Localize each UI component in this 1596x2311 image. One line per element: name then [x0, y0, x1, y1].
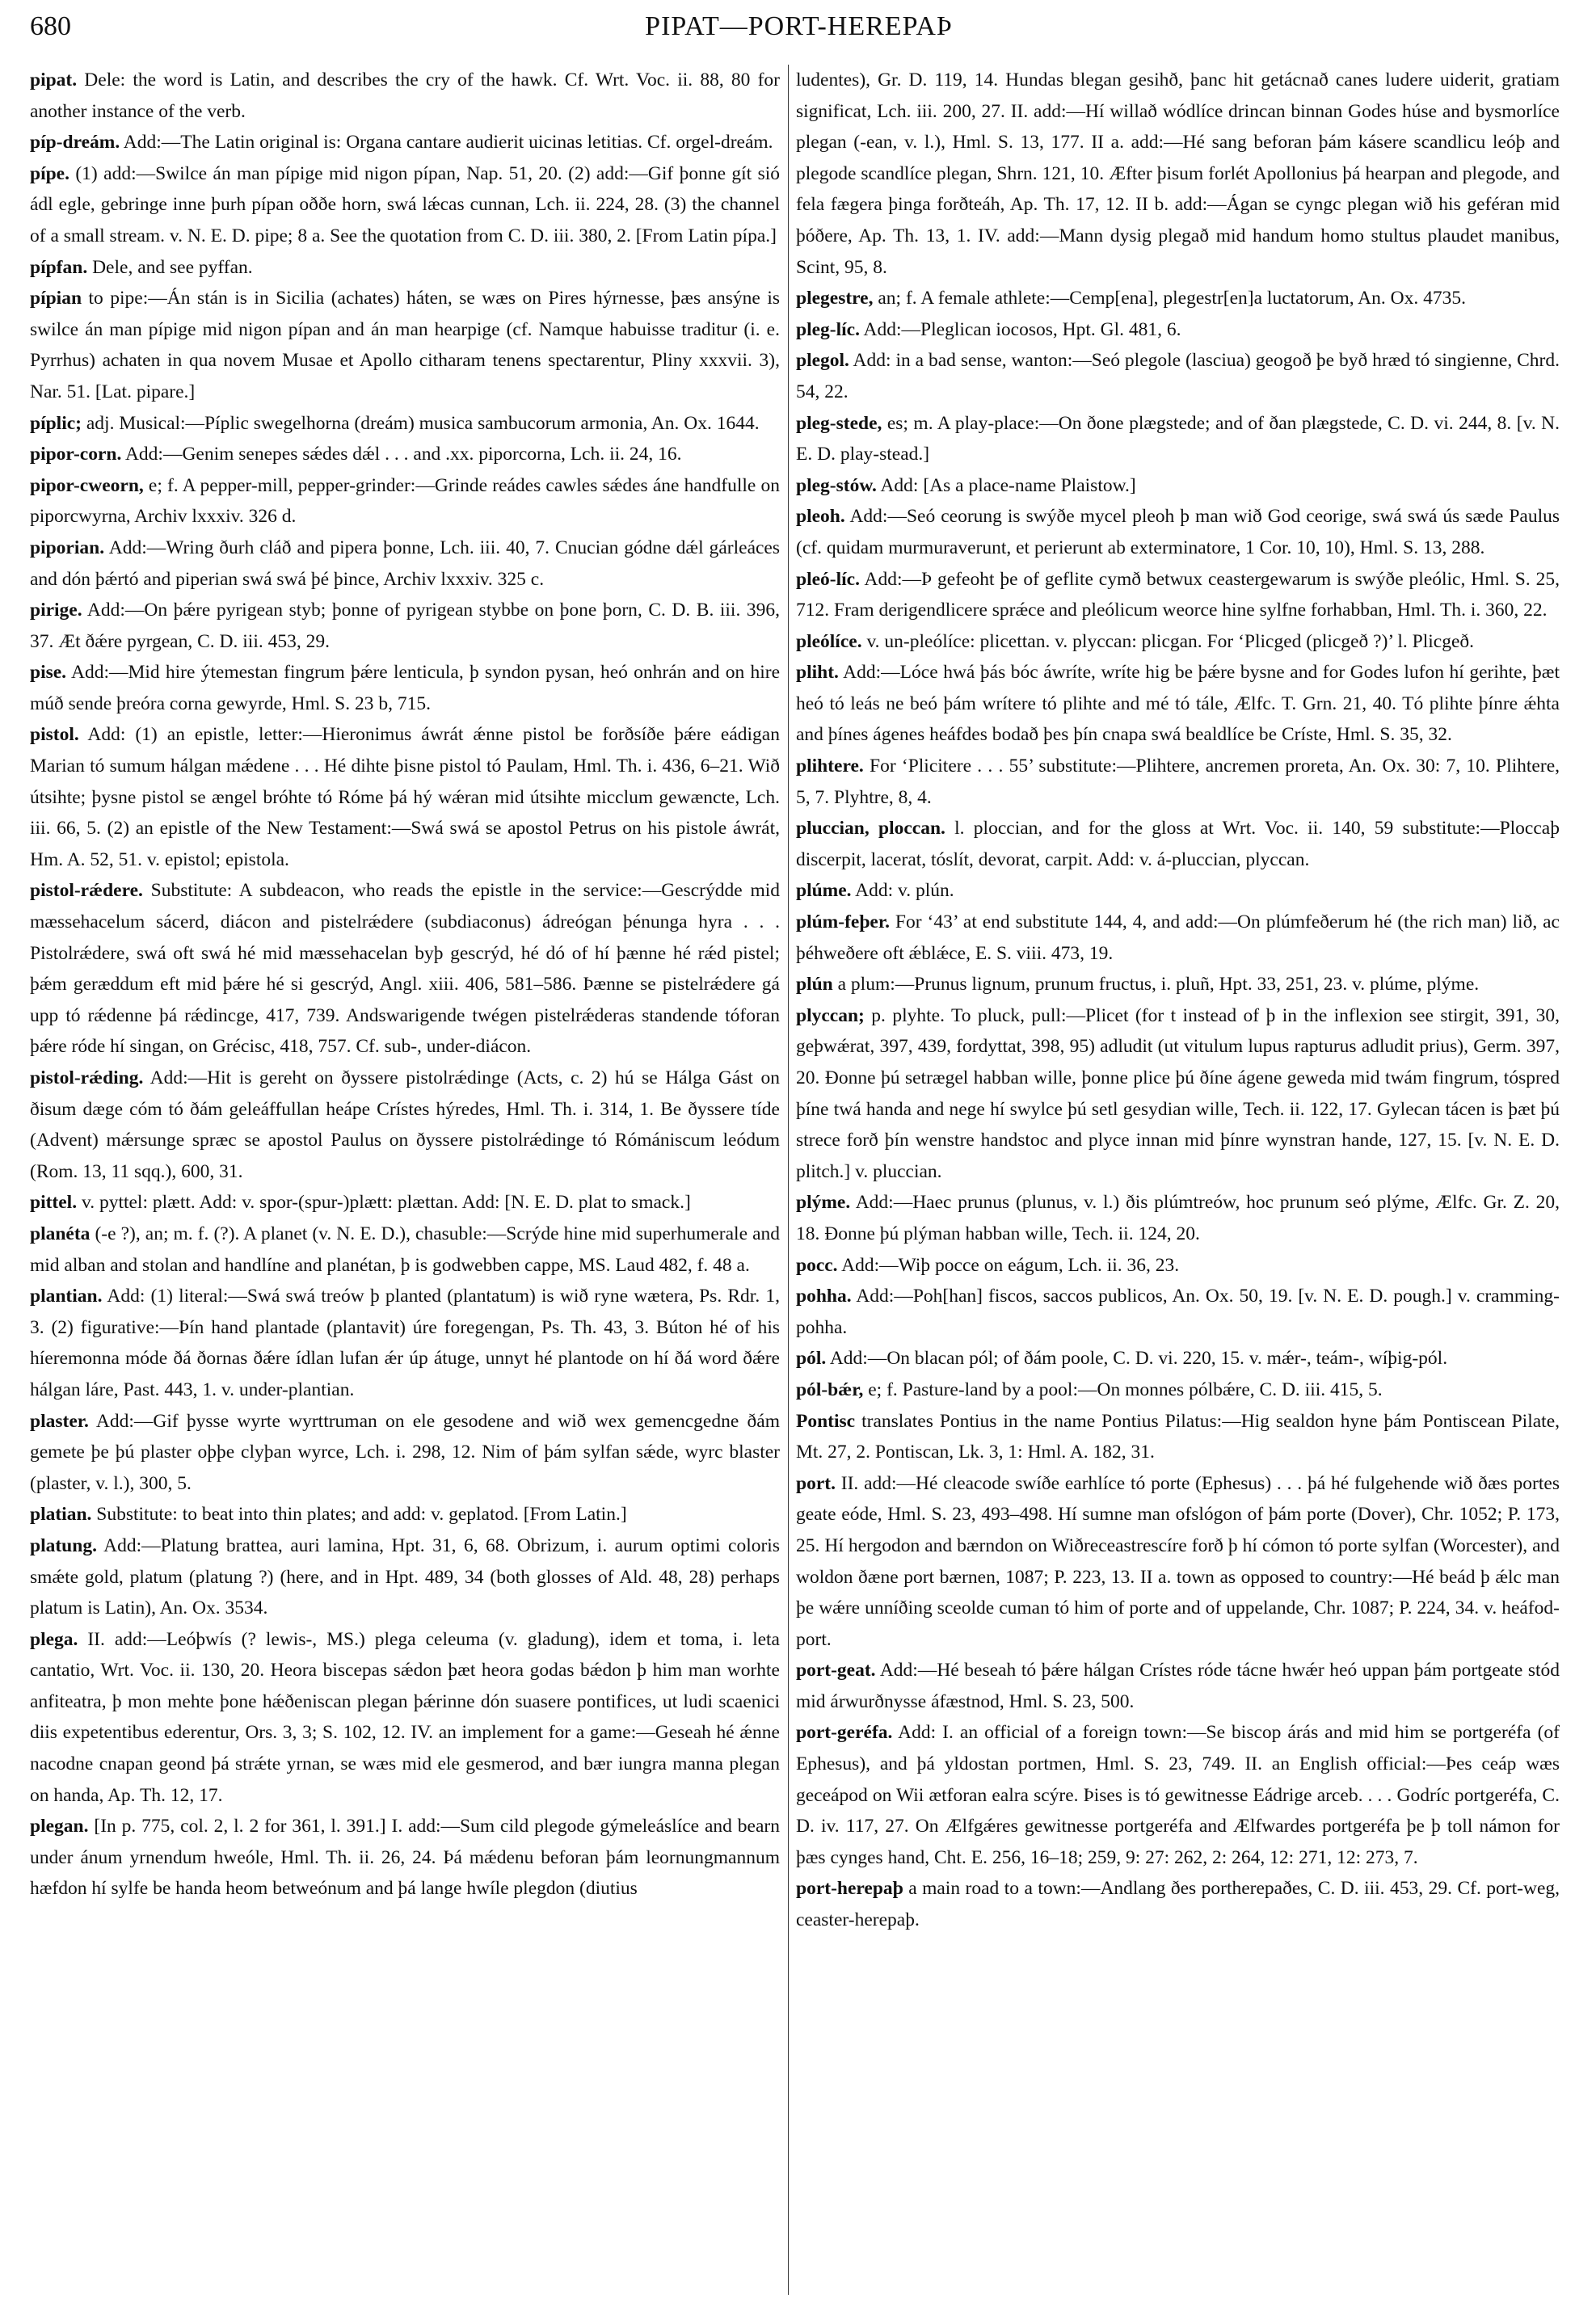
entry-text: Add:—Mid hire ýtemestan fingrum þǽre lenticula, þ syndon pysan, heó onhrán and on hire múð sende þreóra corna gewyrde, Hml. S. 23 b, 715. — [30, 662, 780, 714]
dictionary-entry — [30, 1406, 780, 1500]
headword: plúme. — [796, 880, 852, 902]
headword: pirige. — [30, 600, 82, 621]
dictionary-entry — [30, 1499, 780, 1530]
headword: pleg-stów. — [796, 474, 877, 496]
entry-text: Add:—The Latin original is: Organa cantare audierit uicinas letitias. Cf. orgel-dreám. — [120, 132, 773, 154]
dictionary-entry — [30, 408, 780, 440]
dictionary-entry — [30, 532, 780, 595]
entry-text: Add: I. an official of a foreign town:—Se biscop árás and mid him se portgeréfa (of Ephesus), and þá yldostan portmen, Hml. S. 23, 749. II. an English official:—Þes ceáp wæs geceápod on Wii ætforan ealra scýre. Þises is tó gewitnesse Eádrige arceb. . . . Godríc portgeréfa, C. D. iv. 117, 27. On Ælfgǽres gewitnesse portgeréfa and Ælfwardes portgeréfa þe þ toll námon for þæs cynges hand, Cht. E. 256, 16–18; 259, 9: 27: 262, 2: 264, 12: 271, 12: 273, 7. — [796, 1722, 1560, 1868]
headword: pipor-cweorn, — [30, 474, 144, 496]
dictionary-entry — [30, 1063, 780, 1187]
dictionary-entry — [796, 1187, 1560, 1249]
page-header — [30, 6, 1568, 55]
entry-text: II. add:—Hé cleacode swíðe earhlíce tó porte (Ephesus) . . . þá hé fulgehende wið ðæs portes geate eóde, Hml. S. 23, 493–498. Hí sumne man ofslógon of þám porte (Dover), Chr. 1052; P. 173, 25. Hí hergodon and bærndon on Wiðreceastrescíre forð þ hí cómon tó porte sylfan (Worcester), and woldon ðæne port bærnen, 1087; P. 223, 13. II a. town as opposed to country:—Hé beád þ ǽlc man þe wǽre unníðing sceolde cuman tó him of porte and of uppelande, Chr. 1087; P. 224, 34. v. heáfod-port. — [796, 1472, 1560, 1650]
entry-text: Add: [As a place-name Plaistow.] — [876, 474, 1136, 496]
entry-text: Add:—Lóce hwá þás bóc áwríte, wríte hig be þǽre bysne and for Godes lufon hí gerihte, þæt heó tó leás ne beó þám wrítere tó plihte and mé tó tále, Ælfc. T. Grn. 21, 40. Tó plihte þínre ǽhta and þínes ágenes heáfdes bodað þes þín cnapa swá bealdlíce be Críste, Hml. S. 35, 32. — [796, 662, 1560, 746]
headword: planéta — [30, 1223, 91, 1244]
dictionary-entry — [30, 1281, 780, 1405]
entry-text: Add:—Poh[han] fiscos, saccos publicos, An. Ox. 50, 19. [v. N. E. D. pough.] v. cramming-pohha. — [796, 1286, 1560, 1338]
headword: pípe. — [30, 162, 69, 184]
entry-text: (-e ?), an; m. f. (?). A planet (v. N. E. D.), chasuble:—Scrýde hine mid superhumerale and mid alban and stolan and handlíne and planétan, þ is godwebben cappe, MS. Laud 482, f. 48 a. — [30, 1223, 780, 1276]
dictionary-entry — [796, 1250, 1560, 1282]
headword: plaster. — [30, 1410, 89, 1432]
entry-text: p. plyhte. To pluck, pull:—Plicet (for t instead of þ in the inflexion see stirgit, 391, 30, geþwǽrat, 397, 439, fordyttat, 398, 95) adludit (ut vitulum lupus rapturus adludit prius), Germ. 397, 20. Ðonne þú setrægel habban wille, þonne plice þú ðíne ágene geweda mid twám fingrum, tóspred þíne twá handa and nege hí swylce þú setl gesydian wille, Tech. ii. 122, 17. Gylecan tácen is þæt þú strece forð þín wenstre handstoc and plyce innan mid þínre wynstran hande, 127, 15. [v. N. E. D. plitch.] v. pluccian. — [796, 1004, 1560, 1182]
headword: pleó-líc. — [796, 568, 860, 590]
entry-text: Add:—Gif þysse wyrte wyrttruman on ele gesodene and wið wex gemencgedne ðám gemete þe þú plaster oþþe clyþan wyrce, Lch. i. 298, 12. Nim of þám sylfan sǽde, wyrc blaster (plaster, v. l.), 300, 5. — [30, 1410, 780, 1494]
entry-text: [In p. 775, col. 2, l. 2 for 361, l. 391.] I. add:—Sum cild plegode gýmeleáslíce and bearn under ánum yrnendum hweóle, Hml. Th. ii. 26, 24. Þá mǽdenu beforan þám leornungmannum hæfdon hí sylfe be handa heom betweónum and þá lange hwíle plegdon (diutius — [30, 1816, 780, 1900]
entry-text: e; f. A pepper-mill, pepper-grinder:—Grinde reádes cawles sǽdes áne handfulle on piporcwyrna, Archiv lxxxiv. 326 d. — [30, 474, 780, 528]
headword: pise. — [30, 662, 67, 684]
dictionary-entry — [796, 907, 1560, 969]
dictionary-entry — [796, 283, 1560, 314]
entry-text: adj. Musical:—Píplic swegelhorna (dreám) musica sambucorum armonia, An. Ox. 1644. — [81, 412, 760, 434]
dictionary-entry — [796, 813, 1560, 875]
dictionary-entry — [796, 1873, 1560, 1935]
dictionary-entry — [796, 1717, 1560, 1873]
headword: pleoh. — [796, 506, 845, 528]
headword: platian. — [30, 1504, 92, 1526]
entry-text: Add:—Hit is gereht on ðyssere pistolrǽdinge (Acts, c. 2) hú se Hálga Gást on ðisum dæge cóm tó ðám geleáffullan heápe Crístes hýredes, Hml. Th. i. 314, 1. Be ðyssere tíde (Advent) mǽrsunge spræc se apostol Paulus on ðyssere pistolrǽdinge tó Rómániscum leódum (Rom. 13, 11 sqq.), 600, 31. — [30, 1067, 780, 1182]
headword: pohha. — [796, 1286, 852, 1307]
headword: pistol-rǽdere. — [30, 880, 143, 902]
entry-text: v. un-pleólíce: plicettan. v. plyccan: plicgan. For ‘Plicged (plicgeð ?)’ l. Plicgeð. — [861, 630, 1474, 652]
headword: pliht. — [796, 662, 839, 684]
headword: pleólíce. — [796, 630, 862, 652]
headword: plegestre, — [796, 288, 874, 309]
dictionary-entry — [796, 626, 1560, 658]
dictionary-entry — [796, 657, 1560, 751]
entry-text: For ‘43’ at end substitute 144, 4, and add:—On plúmfeðerum hé (the rich man) lið, ac þéhweðere oft ǽblǽce, E. S. viii. 473, 19. — [796, 911, 1560, 964]
dictionary-entry — [30, 127, 780, 158]
dictionary-entry — [796, 408, 1560, 470]
dictionary-entry — [30, 1530, 780, 1624]
dictionary-entry — [796, 1000, 1560, 1188]
dictionary-entry — [796, 751, 1560, 813]
entry-text: Add:—On blacan pól; of ðám poole, C. D. vi. 220, 15. v. mǽr-, teám-, wíþig-pól. — [826, 1348, 1448, 1370]
dictionary-entry — [30, 1811, 780, 1905]
dictionary-entry — [796, 875, 1560, 907]
dictionary-entry — [796, 65, 1560, 283]
headword: plúm-feþer. — [796, 911, 890, 933]
entry-text: II. add:—Leóþwís (? lewis-, MS.) plega celeuma (v. gladung), idem et toma, i. leta cantatio, Wrt. Voc. ii. 130, 20. Heora biscepas sǽdon þæt heora godas bǽdon þ him man worhte anfiteatra, þ mon mehte þone hǽðeniscan plegan þǽrinne dón suasere pontifices, ut ludi scaenici diis expetentibus ederentur, Ors. 3, 3; S. 102, 12. IV. an implement for a game:—Geseah hé ǽnne nacodne cnapan geond þá strǽte yrnan, se wæs mid ele gesmerod, and bær iungra manna plegan on handa, Ap. Th. 12, 17. — [30, 1628, 780, 1806]
headword: pipor-corn. — [30, 444, 122, 465]
headword: plegol. — [796, 350, 849, 372]
dictionary-entry — [30, 719, 780, 875]
entry-text: Substitute: A subdeacon, who reads the epistle in the service:—Gescrýdde mid mæssehacelum sácerd, diácon and pistelrǽdere (subdiaconus) ádreógan þénunga hyra . . . Pistolrǽdere, swá oft swá hé mid mæssehacelan byþ gescrýd, hé dó of hí þænne hé rǽd pistel; þǽm geræddum eft mid þǽre hé si gescrýd, Angl. xiii. 406, 581–586. Þænne se pistelrǽdere gá upp tó rǽdenne þá rǽdincge, 417, 739. Andswarigende twégen pistelrǽderas standende tóforan þǽre róde hí singan, on Grécisc, 418, 757. Cf. sub-, under-diácon. — [30, 880, 780, 1058]
headword: pól. — [796, 1348, 827, 1370]
dictionary-entry — [30, 439, 780, 470]
entry-text: Add: v. plún. — [851, 880, 954, 902]
headword: pittel. — [30, 1192, 78, 1214]
dictionary-entry — [796, 470, 1560, 502]
headword: port. — [796, 1472, 836, 1494]
entry-text: Add:—Þ gefeoht þe of geflite cymð betwux ceastergewarum is swýðe pleólic, Hml. S. 25, 712. Fram derigendlicere sprǽce and pleólicum weorce hine sylfne forhabban, Hml. Th. i. 360, 22. — [796, 568, 1560, 621]
dictionary-entry — [30, 657, 780, 719]
headword: pistol. — [30, 724, 79, 746]
headword: port-geat. — [796, 1660, 876, 1682]
entry-text: a main road to a town:—Andlang ðes portherepaðes, C. D. iii. 453, 29. Cf. port-weg, ceaster-herepaþ. — [796, 1878, 1560, 1931]
page-title: PIPAT—PORT-HEREPAÞ — [645, 11, 953, 41]
entry-text: Add:—Genim senepes sǽdes dǽl . . . and .xx. piporcorna, Lch. ii. 24, 16. — [121, 444, 682, 465]
dictionary-entry — [796, 969, 1560, 1000]
headword: pipat. — [30, 69, 78, 91]
entry-text: Substitute: to beat into thin plates; and add: v. geplatod. [From Latin.] — [91, 1504, 627, 1526]
entry-text: Add: in a bad sense, wanton:—Seó plegole (lasciua) geogoð þe byð hræd tó singienne, Chrd. 54, 22. — [796, 350, 1560, 402]
entry-text: Add:—Pleglican iocosos, Hpt. Gl. 481, 6. — [859, 318, 1181, 340]
entry-text: es; m. A play-place:—On ðone plægstede; and of ðan plægstede, C. D. vi. 244, 8. [v. N. E. D. play-stead.] — [796, 412, 1560, 465]
headword: plihtere. — [796, 756, 864, 777]
entry-text: ludentes), Gr. D. 119, 14. Hundas blegan gesihð, þanc hit getácnað canes ludere uiderit, gratiam significat, Lch. iii. 200, 27. II. add:—Hí willað wódlíce drincan binnan Godes húse and bysmorlíce plegan (-ean, v. l.), Hml. S. 13, 177. II a. add:—Hé sang beforan þám kásere scandlicu leóþ and plegode scandlíce plegan, Shrn. 121, 10. Æfter þisum forlét Apollonius þá hearpan and plegode, and fela fægera þinga forðteáh, Ap. Th. 17, 12. II b. add:—Ágan se cyngc plegan wið his geféran mid þóðere, Ap. Th. 13, 1. IV. add:—Mann dysig plegað mid handum homo stultus plaudet manibus, Scint, 95, 8. — [796, 69, 1560, 278]
dictionary-entry — [796, 1374, 1560, 1406]
headword: pleg-líc. — [796, 318, 860, 340]
dictionary-entry — [796, 1655, 1560, 1717]
dictionary-entry — [796, 564, 1560, 626]
headword: plýme. — [796, 1192, 851, 1214]
headword: plún — [796, 974, 833, 996]
entry-text: an; f. A female athlete:—Cemp[ena], plegestr[en]a luctatorum, An. Ox. 4735. — [873, 288, 1466, 309]
headword: plega. — [30, 1628, 78, 1650]
entry-text: Add:—Hé beseah tó þǽre hálgan Crístes róde tácne hwǽr heó uppan þám portgeate stód mid árwurðnysse áfæstnod, Hml. S. 23, 500. — [796, 1660, 1560, 1712]
dictionary-entry — [30, 470, 780, 532]
headword: plantian. — [30, 1286, 103, 1307]
headword: plegan. — [30, 1816, 89, 1837]
entry-text: translates Pontius in the name Pontius Pilatus:—Hig sealdon hyne þám Pontiscean Pilate, Mt. 27, 2. Pontiscan, Lk. 3, 1: Hml. A. 182, 31. — [796, 1410, 1560, 1463]
dictionary-entry — [30, 283, 780, 407]
dictionary-entry — [30, 65, 780, 127]
dictionary-entry — [796, 1281, 1560, 1343]
headword: pleg-stede, — [796, 412, 882, 434]
dictionary-entry — [796, 1468, 1560, 1656]
entry-text: v. pyttel: plætt. Add: v. spor-(spur-)plætt: plættan. Add: [N. E. D. plat to smack.] — [77, 1192, 691, 1214]
headword: pípian — [30, 288, 82, 309]
entry-text: Add:—Haec prunus (plunus, v. l.) ðis plúmtreów, hoc prunum seó plýme, Ælfc. Gr. Z. 20, 18. Ðonne þú plýman habban wille, Tech. ii. 124, 20. — [796, 1192, 1560, 1244]
dictionary-entry — [30, 875, 780, 1063]
headword: pistol-rǽding. — [30, 1067, 144, 1088]
entry-text: Dele, and see pyffan. — [87, 256, 253, 278]
right-column — [796, 65, 1560, 1936]
dictionary-entry — [796, 501, 1560, 563]
entry-text: to pipe:—Án stán is in Sicilia (achates) háten, se wæs on Pires hýrnesse, þæs ansýne is swilce án man pípige mid nigon pípan and án man hearpige (cf. Namque habuisse traditur (i. e. Pyrrhus) achaten in qua novem Musae et Apollo citharam tenens spectarentur, Pliny xxxvii. 3), Nar. 51. [Lat. pipare.] — [30, 288, 780, 402]
dictionary-entry — [796, 1406, 1560, 1468]
dictionary-entry — [796, 1343, 1560, 1374]
dictionary-entry — [30, 158, 780, 252]
entry-text: Add: (1) an epistle, letter:—Hieronimus áwrát ǽnne pistol be forðsíðe þǽre eádigan Marian tó sumum hálgan mǽdene . . . Hé dihte þisne pistol tó Paulam, Hml. Th. i. 436, 6–21. Wið útsihte; þysne pistol se ængel bróhte tó Róme þá hý wǽran mid útsihte micclum gewæncte, Lch. iii. 66, 5. (2) an epistle of the New Testament:—Swá swá se apostol Petrus on his pistole áwrát, Hm. A. 52, 51. v. epistol; epistola. — [30, 724, 780, 870]
dictionary-entry — [30, 252, 780, 284]
headword: pól-bǽr, — [796, 1379, 864, 1400]
headword: port-geréfa. — [796, 1722, 893, 1744]
dictionary-entry — [30, 1187, 780, 1219]
headword: pluccian, ploccan. — [796, 818, 945, 840]
entry-text: Add:—Wring ðurh cláð and pipera þonne, Lch. iii. 40, 7. Cnucian gódne dǽl gárleáces and dón þǽrtó and piperian swá swá þé þince, Archiv lxxxiv. 325 c. — [30, 537, 780, 590]
dictionary-entry — [796, 345, 1560, 407]
left-column — [30, 65, 780, 1905]
entry-text: (1) add:—Swilce án man pípige mid nigon pípan, Nap. 51, 20. (2) add:—Gif þonne gít sió ádl egle, gebringe inne þurh pípan oððe horn, swá lǽcas cunnan, Lch. ii. 224, 28. (3) the channel of a small stream. v. N. E. D. pipe; 8 a. See the quotation from C. D. iii. 380, 2. [From Latin pípa.] — [30, 162, 780, 246]
entry-text: Add:—Wiþ pocce on eágum, Lch. ii. 36, 23. — [837, 1254, 1180, 1276]
headword: port-herepaþ — [796, 1878, 903, 1900]
headword: pocc. — [796, 1254, 838, 1276]
headword: píplic; — [30, 412, 82, 434]
entry-text: a plum:—Prunus lignum, prunum fructus, i. pluñ, Hpt. 33, 251, 23. v. plúme, plýme. — [832, 974, 1480, 996]
entry-text: Dele: the word is Latin, and describes the cry of the hawk. Cf. Wrt. Voc. ii. 88, 80 for another instance of the verb. — [30, 69, 780, 122]
entry-text: e; f. Pasture-land by a pool:—On monnes pólbǽre, C. D. iii. 415, 5. — [863, 1379, 1383, 1400]
entry-text: Add:—Platung brattea, auri lamina, Hpt. 31, 6, 68. Obrizum, i. aurum optimi coloris smǽte gold, platum (platung ?) (here, and in Hpt. 489, 34 (both glosses of Ald. 48, 28) perhaps platum is Latin), An. Ox. 3534. — [30, 1534, 780, 1619]
entry-text: Add: (1) literal:—Swá swá treów þ planted (plantatum) is wið ryne wætera, Ps. Rdr. 1, 3. (2) figurative:—Þín hand plantade (plantavit) úre foregengan, Ps. Th. 43, 3. Búton hé of his híeremonna móde ðá ðornas ðǽre ídlan lufan ǽr úp átuge, unnyt hé plantode on hí ðá word ðǽre hálgan láre, Past. 443, 1. v. under-plantian. — [30, 1286, 780, 1400]
column-divider — [788, 65, 789, 2295]
page-number: 680 — [30, 11, 71, 41]
entry-text: Add:—On þǽre pyrigean styb; þonne of pyrigean stybbe on þone þorn, C. D. B. iii. 396, 37. Æt ðǽre pyrgean, C. D. iii. 453, 29. — [30, 600, 780, 652]
headword: piporian. — [30, 537, 105, 558]
headword: Pontisc — [796, 1410, 856, 1432]
dictionary-entry — [796, 314, 1560, 346]
dictionary-entry — [30, 1624, 780, 1812]
headword: plyccan; — [796, 1004, 865, 1026]
entry-text: For ‘Plicitere . . . 55’ substitute:—Plihtere, ancremen proreta, An. Ox. 30: 7, 10. Plihtere, 5, 7. Plyhtre, 8, 4. — [796, 756, 1560, 808]
headword: pípfan. — [30, 256, 88, 278]
entry-text: l. ploccian, and for the gloss at Wrt. Voc. ii. 140, 59 substitute:—Ploccaþ discerpit, lacerat, tóslít, devorat, carpit. Add: v. á-pluccian, plyccan. — [796, 818, 1560, 870]
headword: píp-dreám. — [30, 132, 120, 154]
headword: platung. — [30, 1534, 97, 1556]
dictionary-entry — [30, 595, 780, 657]
dictionary-entry — [30, 1219, 780, 1281]
entry-text: Add:—Seó ceorung is swýðe mycel pleoh þ man wið God ceorige, swá swá ús sæde Paulus (cf. quidam murmuraverunt, et perierunt ab exterminatore, 1 Cor. 10, 10), Hml. S. 13, 288. — [796, 506, 1560, 558]
